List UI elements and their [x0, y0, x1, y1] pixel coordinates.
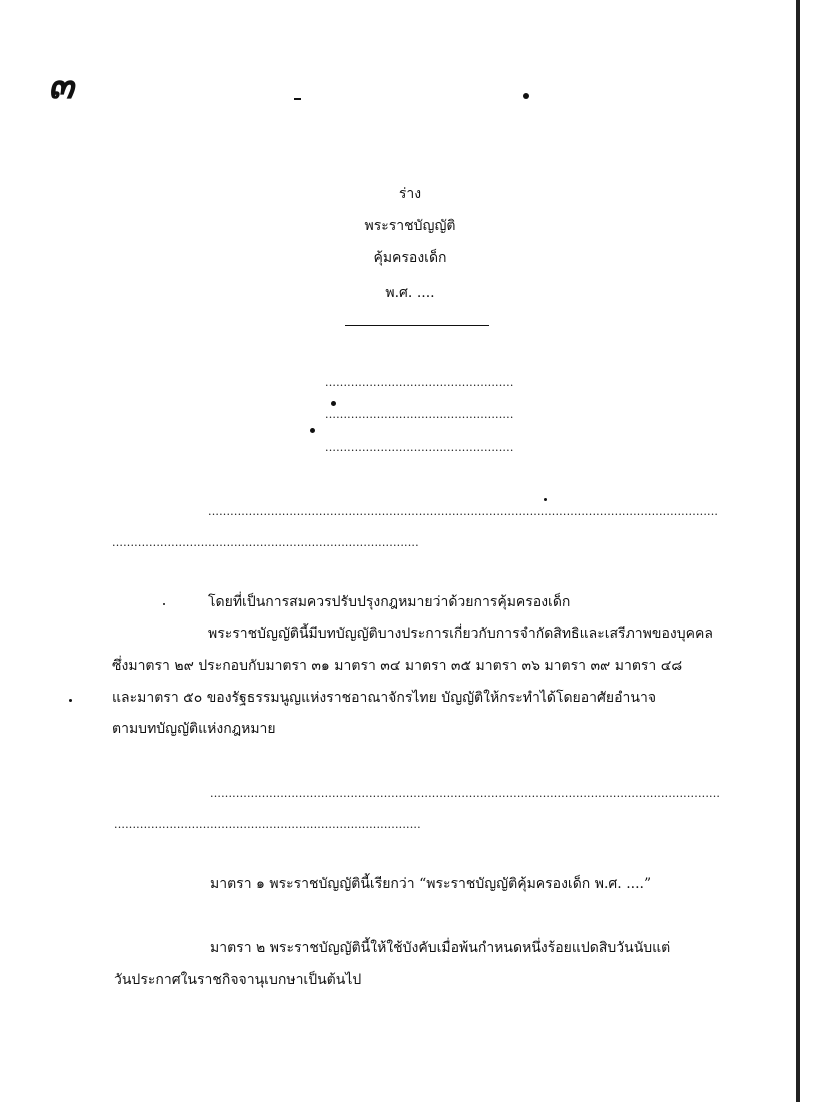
preamble-line: พระราชบัญญัตินี้มีบทบัญญัติบางประการเกี่ยวกับการจำกัดสิทธิและเสรีภาพของบุคคล — [208, 626, 713, 642]
act-subject: คุ้มครองเด็ก — [373, 250, 447, 266]
dotted-fill-line: .......................................................................................................................................... — [208, 505, 719, 518]
dotted-fill-line: .......................................................................................................................................... — [210, 787, 721, 800]
act-year: พ.ศ. .... — [385, 285, 435, 301]
section-2-line: มาตรา ๒ พระราชบัญญัตินี้ให้ใช้บังคับเมื่อพ้นกำหนดหนึ่งร้อยแปดสิบวันนับแต่ — [210, 940, 671, 956]
scan-speck — [69, 699, 72, 702]
signature-placeholder: ................................................... — [325, 376, 514, 389]
signature-placeholder: ................................................... — [325, 441, 514, 454]
preamble-line: และมาตรา ๕๐ ของรัฐธรรมนูญแห่งราชอาณาจักรไทย บัญญัติให้กระทำได้โดยอาศัยอำนาจ — [112, 690, 657, 706]
preamble-line: ตามบทบัญญัติแห่งกฎหมาย — [112, 721, 276, 737]
preamble-line: ซึ่งมาตรา ๒๙ ประกอบกับมาตรา ๓๑ มาตรา ๓๔ มาตรา ๓๕ มาตรา ๓๖ มาตรา ๓๙ มาตรา ๔๘ — [112, 658, 683, 674]
scan-edge — [796, 0, 800, 1102]
section-2-line: วันประกาศในราชกิจจานุเบกษาเป็นต้นไป — [114, 972, 362, 988]
dotted-fill-line: ................................................................................... — [112, 536, 419, 549]
signature-placeholder: ................................................... — [325, 408, 514, 421]
title-underline — [345, 325, 489, 326]
section-1: มาตรา ๑ พระราชบัญญัตินี้เรียกว่า “พระราชบัญญัติคุ้มครองเด็ก พ.ศ. ....” — [210, 876, 652, 892]
preamble-line: โดยที่เป็นการสมควรปรับปรุงกฎหมายว่าด้วยการคุ้มครองเด็ก — [208, 594, 571, 610]
scan-speck — [163, 603, 165, 605]
scan-speck — [310, 428, 315, 433]
draft-label: ร่าง — [398, 186, 422, 202]
scan-speck — [523, 93, 529, 99]
scan-speck — [331, 401, 336, 406]
dotted-fill-line: ................................................................................... — [114, 818, 421, 831]
scan-speck — [294, 98, 301, 100]
page-number-mark: ๓ — [48, 63, 74, 107]
scan-speck — [544, 498, 547, 501]
act-label: พระราชบัญญัติ — [364, 218, 456, 234]
